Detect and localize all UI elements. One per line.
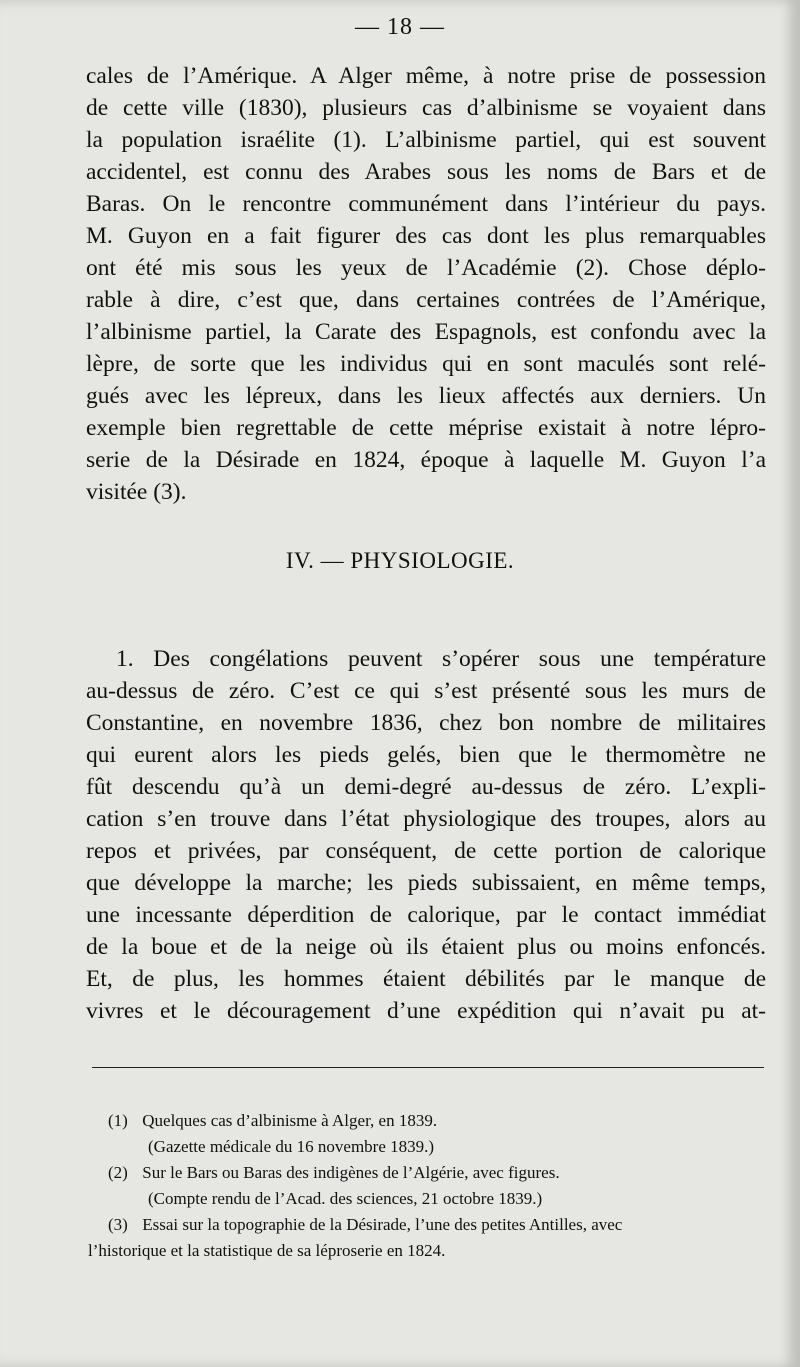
text-line: lèpre, de sorte que les individus qui en sont maculés sont relé- bbox=[86, 351, 766, 377]
footnote-text: Quelques cas d’albinisme à Alger, en 1839. bbox=[142, 1111, 438, 1130]
footnote-text: Essai sur la topographie de la Désirade, l’une des petites Antilles, avec bbox=[142, 1215, 623, 1234]
text-line: M. Guyon en a fait figurer des cas dont les plus remarquables bbox=[86, 223, 766, 249]
footnote-1-source: (Gazette médicale du 16 novembre 1839.) bbox=[148, 1137, 435, 1156]
text-line: qui eurent alors les pieds gelés, bien que le thermomètre ne bbox=[86, 742, 766, 768]
footnote-3 bbox=[88, 1212, 764, 1238]
footnote-divider bbox=[92, 1067, 764, 1068]
section-heading: IV. — PHYSIOLOGIE. bbox=[285, 548, 515, 573]
text-line: Baras. On le rencontre communément dans l’intérieur du pays. bbox=[86, 191, 766, 217]
text-line: Et, de plus, les hommes étaient débilités par le manque de bbox=[86, 966, 766, 992]
footnote-number: (2) bbox=[108, 1163, 128, 1182]
text-line: ont été mis sous les yeux de l’Académie (2). Chose déplo- bbox=[86, 255, 766, 281]
text-line: vivres et le découragement d’une expédition qui n’avait pu at- bbox=[86, 998, 766, 1024]
footnote-number: (3) bbox=[108, 1215, 128, 1234]
footnote-text: Sur le Bars ou Baras des indigènes de l’Algérie, avec figures. bbox=[142, 1163, 560, 1182]
text-line: la population israélite (1). L’albinisme partiel, qui est souvent bbox=[86, 127, 766, 153]
paragraph-physiologie bbox=[86, 643, 766, 1027]
text-line: accidentel, est connu des Arabes sous les noms de Bars et de bbox=[86, 159, 766, 185]
text-line: fût descendu qu’à un demi-degré au-dessus de zéro. L’expli- bbox=[86, 774, 766, 800]
footnote-number: (1) bbox=[108, 1111, 128, 1130]
text-line: visitée (3). bbox=[86, 479, 187, 505]
text-line: de cette ville (1830), plusieurs cas d’albinisme se voyaient dans bbox=[86, 95, 766, 121]
text-line: 1. Des congélations peuvent s’opérer sous une température bbox=[116, 646, 766, 672]
text-line: que développe la marche; les pieds subissaient, en même temps, bbox=[86, 870, 766, 896]
text-line: de la boue et de la neige où ils étaient plus ou moins enfoncés. bbox=[86, 934, 766, 960]
text-line: cation s’en trouve dans l’état physiologique des troupes, alors au bbox=[86, 806, 766, 832]
footnote-1 bbox=[88, 1108, 764, 1134]
page-number: — 18 — bbox=[355, 14, 445, 40]
footnote-3-continuation: l’historique et la statistique de sa léproserie en 1824. bbox=[88, 1241, 446, 1260]
text-line: exemple bien regrettable de cette méprise existait à notre lépro- bbox=[86, 415, 766, 441]
text-line: repos et privées, par conséquent, de cette portion de calorique bbox=[86, 838, 766, 864]
text-line: l’albinisme partiel, la Carate des Espagnols, est confondu avec la bbox=[86, 319, 766, 345]
footnote-2 bbox=[88, 1160, 764, 1186]
paragraph-albinisme bbox=[86, 60, 766, 508]
text-line: gués avec les lépreux, dans les lieux affectés aux derniers. Un bbox=[86, 383, 766, 409]
text-line: rable à dire, c’est que, dans certaines contrées de l’Amérique, bbox=[86, 287, 766, 313]
text-line: cales de l’Amérique. A Alger même, à notre prise de possession bbox=[86, 63, 766, 89]
text-line: une incessante déperdition de calorique, par le contact immédiat bbox=[86, 902, 766, 928]
footnote-2-source: (Compte rendu de l’Acad. des sciences, 21 octobre 1839.) bbox=[148, 1189, 543, 1208]
text-line: au-dessus de zéro. C’est ce qui s’est présenté sous les murs de bbox=[86, 678, 766, 704]
text-line: Constantine, en novembre 1836, chez bon nombre de militaires bbox=[86, 710, 766, 736]
footnotes bbox=[88, 1108, 764, 1264]
text-line: serie de la Désirade en 1824, époque à laquelle M. Guyon l’a bbox=[86, 447, 766, 473]
